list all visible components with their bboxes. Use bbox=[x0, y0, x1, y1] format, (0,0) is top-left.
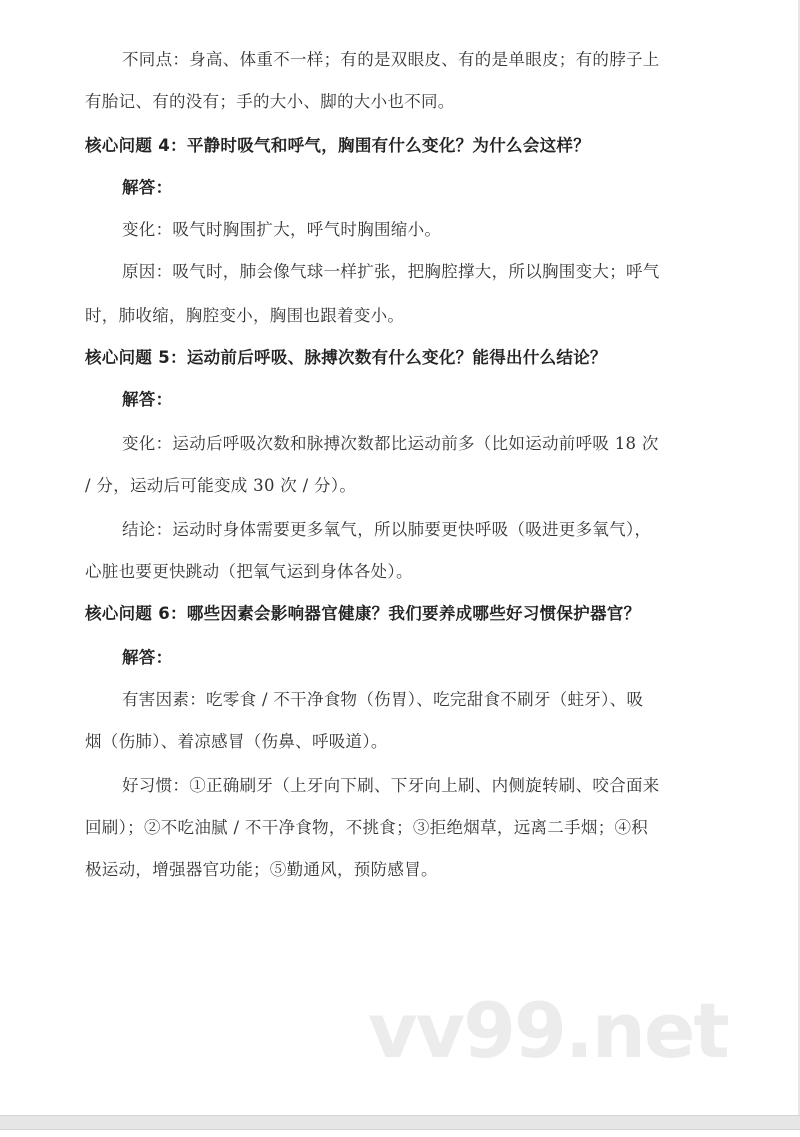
question-heading: 核心问题 6：哪些因素会影响器官健康？我们要养成哪些好习惯保护器官？ bbox=[85, 604, 641, 623]
question-heading: 核心问题 5：运动前后呼吸、脉搏次数有什么变化？能得出什么结论？ bbox=[85, 348, 607, 367]
paragraph-line: 变化：吸气时胸围扩大，呼气时胸围缩小。 bbox=[122, 220, 442, 239]
answer-label: 解答： bbox=[122, 178, 173, 197]
paragraph-line: 烟（伤肺）、着凉感冒（伤鼻、呼吸道）。 bbox=[85, 732, 388, 751]
paragraph-line: 好习惯：①正确刷牙（上牙向下刷、下牙向上刷、内侧旋转刷、咬合面来 bbox=[122, 776, 660, 795]
paragraph-line: 心脏也要更快跳动（把氧气运到身体各处）。 bbox=[85, 562, 413, 581]
paragraph-line: 有害因素：吃零食 / 不干净食物（伤胃）、吃完甜食不刷牙（蛀牙）、吸 bbox=[122, 690, 644, 709]
page-separator bbox=[0, 1115, 800, 1130]
paragraph-line: 回刷）；②不吃油腻 / 不干净食物，不挑食；③拒绝烟草，远离二手烟；④积 bbox=[85, 818, 649, 837]
paragraph-line: 有胎记、有的没有；手的大小、脚的大小也不同。 bbox=[85, 92, 455, 111]
answer-label: 解答： bbox=[122, 648, 173, 667]
answer-label: 解答： bbox=[122, 390, 173, 409]
paragraph-line: 原因：吸气时，肺会像气球一样扩张，把胸腔撑大，所以胸围变大；呼气 bbox=[122, 262, 660, 281]
paragraph-line: 不同点：身高、体重不一样；有的是双眼皮、有的是单眼皮；有的脖子上 bbox=[122, 50, 660, 69]
paragraph-line: 时，肺收缩，胸腔变小，胸围也跟着变小。 bbox=[85, 306, 405, 325]
paragraph-line: 变化：运动后呼吸次数和脉搏次数都比运动前多（比如运动前呼吸 18 次 bbox=[122, 434, 659, 453]
paragraph-line: 极运动，增强器官功能；⑤勤通风，预防感冒。 bbox=[85, 860, 438, 879]
paragraph-line: 结论：运动时身体需要更多氧气，所以肺要更快呼吸（吸进更多氧气）， bbox=[122, 520, 652, 539]
question-heading: 核心问题 4：平静时吸气和呼气，胸围有什么变化？为什么会这样？ bbox=[85, 136, 591, 155]
watermark: vv99.net bbox=[368, 986, 728, 1075]
paragraph-line: / 分，运动后可能变成 30 次 / 分）。 bbox=[85, 476, 357, 495]
